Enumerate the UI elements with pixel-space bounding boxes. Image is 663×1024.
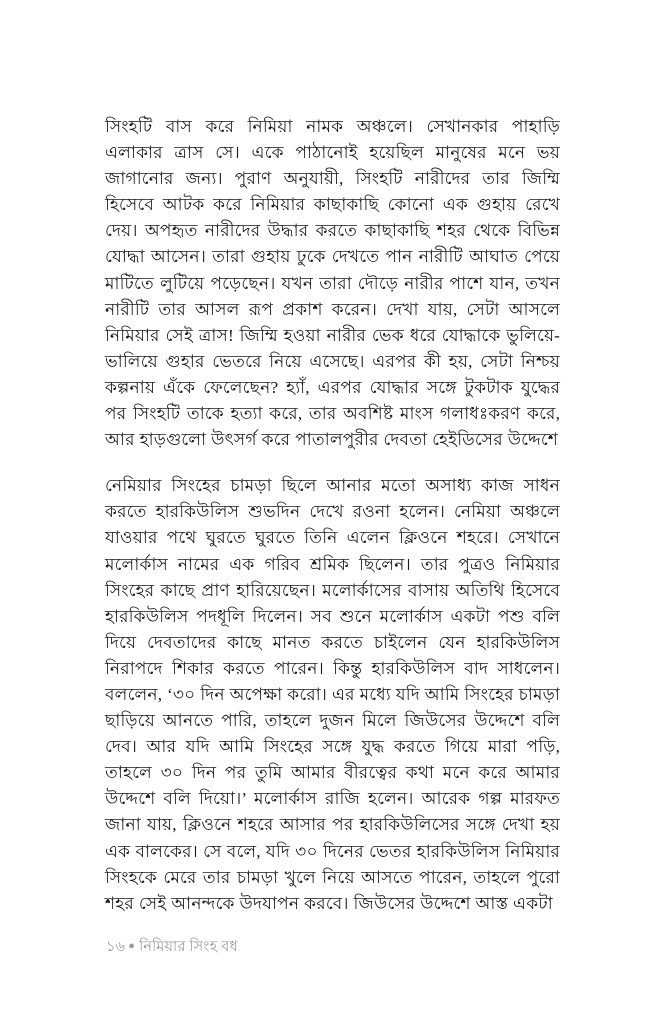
bullet-separator-icon: ●	[128, 940, 136, 952]
body-paragraph-1: সিংহটি বাস করে নিমিয়া নামক অঞ্চলে। সেখানকার পাহাড়ি এলাকার ত্রাস সে। একে পাঠানোই হয়েছিল মানুষের মনে ভয় জাগানোর জন্য। পুরাণ অনুযায়ী, সিংহটি নারীদের তার জিম্মি হিসেবে আটক করে নিমিয়ার কাছাকাছি কোনো এক গুহায় রেখে দেয়। অপহৃত নারীদের উদ্ধার করতে কাছাকাছি শহর থেকে বিভিন্ন যোদ্ধা আসেন। তারা গুহায় ঢুকে দেখতে পান নারীটি আঘাত পেয়ে মাটিতে লুটিয়ে পড়েছেন। যখন তারা দৌড়ে নারীর পাশে যান, তখন নারীটি তার আসল রূপ প্রকাশ করেন। দেখা যায়, সেটা আসলে নিমিয়ার সেই ত্রাস! জিম্মি হওয়া নারীর ভেক ধরে যোদ্ধাকে ভুলিয়ে-ভালিয়ে গুহার ভেতরে নিয়ে এসেছে। এরপর কী হয়, সেটা নিশ্চয় কল্পনায় এঁকে ফেলেছেন? হ্যাঁ, এরপর যোদ্ধার সঙ্গে টুকটাক যুদ্ধের পর সিংহটি তাকে হত্যা করে, তার অবশিষ্ট মাংস গলাধঃকরণ করে, আর হাড়গুলো উৎসর্গ করে পাতালপুরীর দেবতা হেইডিসের উদ্দেশে	[105, 117, 560, 450]
page-text-body	[105, 114, 560, 917]
footer-page-number: ১৬	[106, 939, 126, 955]
footer-chapter-title: নিমিয়ার সিংহ বধ	[139, 939, 238, 955]
body-paragraph-2: নেমিয়ার সিংহের চামড়া ছিলে আনার মতো অসাধ্য কাজ সাধন করতে হারকিউলিস শুভদিন দেখে রওনা হলেন। নেমিয়া অঞ্চলে যাওয়ার পথে ঘুরতে ঘুরতে তিনি এলেন ক্লিওনে শহরে। সেখানে মলোর্কাস নামের এক গরিব শ্রমিক ছিলেন। তার পুত্রও নিমিয়ার সিংহের কাছে প্রাণ হারিয়েছেন। মলোর্কাসের বাসায় অতিথি হিসেবে হারকিউলিস পদধূলি দিলেন। সব শুনে মলোর্কাস একটা পশু বলি দিয়ে দেবতাদের কাছে মানত করতে চাইলেন যেন হারকিউলিস নিরাপদে শিকার করতে পারেন। কিন্তু হারকিউলিস বাদ সাধলেন। বললেন, ‘৩০ দিন অপেক্ষা করো। এর মধ্যে যদি আমি সিংহের চামড়া ছাড়িয়ে আনতে পারি, তাহলে দুজন মিলে জিউসের উদ্দেশে বলি দেব। আর যদি আমি সিংহের সঙ্গে যুদ্ধ করতে গিয়ে মারা পড়ি, তাহলে ৩০ দিন পর তুমি আমার বীরত্বের কথা মনে করে আমার উদ্দেশে বলি দিয়ো।’ মলোর্কাস রাজি হলেন। আরেক গল্প মারফত জানা যায়, ক্লিওনে শহরে আসার পর হারকিউলিসের সঙ্গে দেখা হয় এক বালকের। সে বলে, যদি ৩০ দিনের ভেতর হারকিউলিস নিমিয়ার সিংহকে মেরে তার চামড়া খুলে নিয়ে আসতে পারেন, তাহলে পুরো শহর সেই আনন্দকে উদযাপন করবে। জিউসের উদ্দেশে আস্ত একটা	[105, 476, 560, 913]
page-footer	[106, 936, 238, 957]
